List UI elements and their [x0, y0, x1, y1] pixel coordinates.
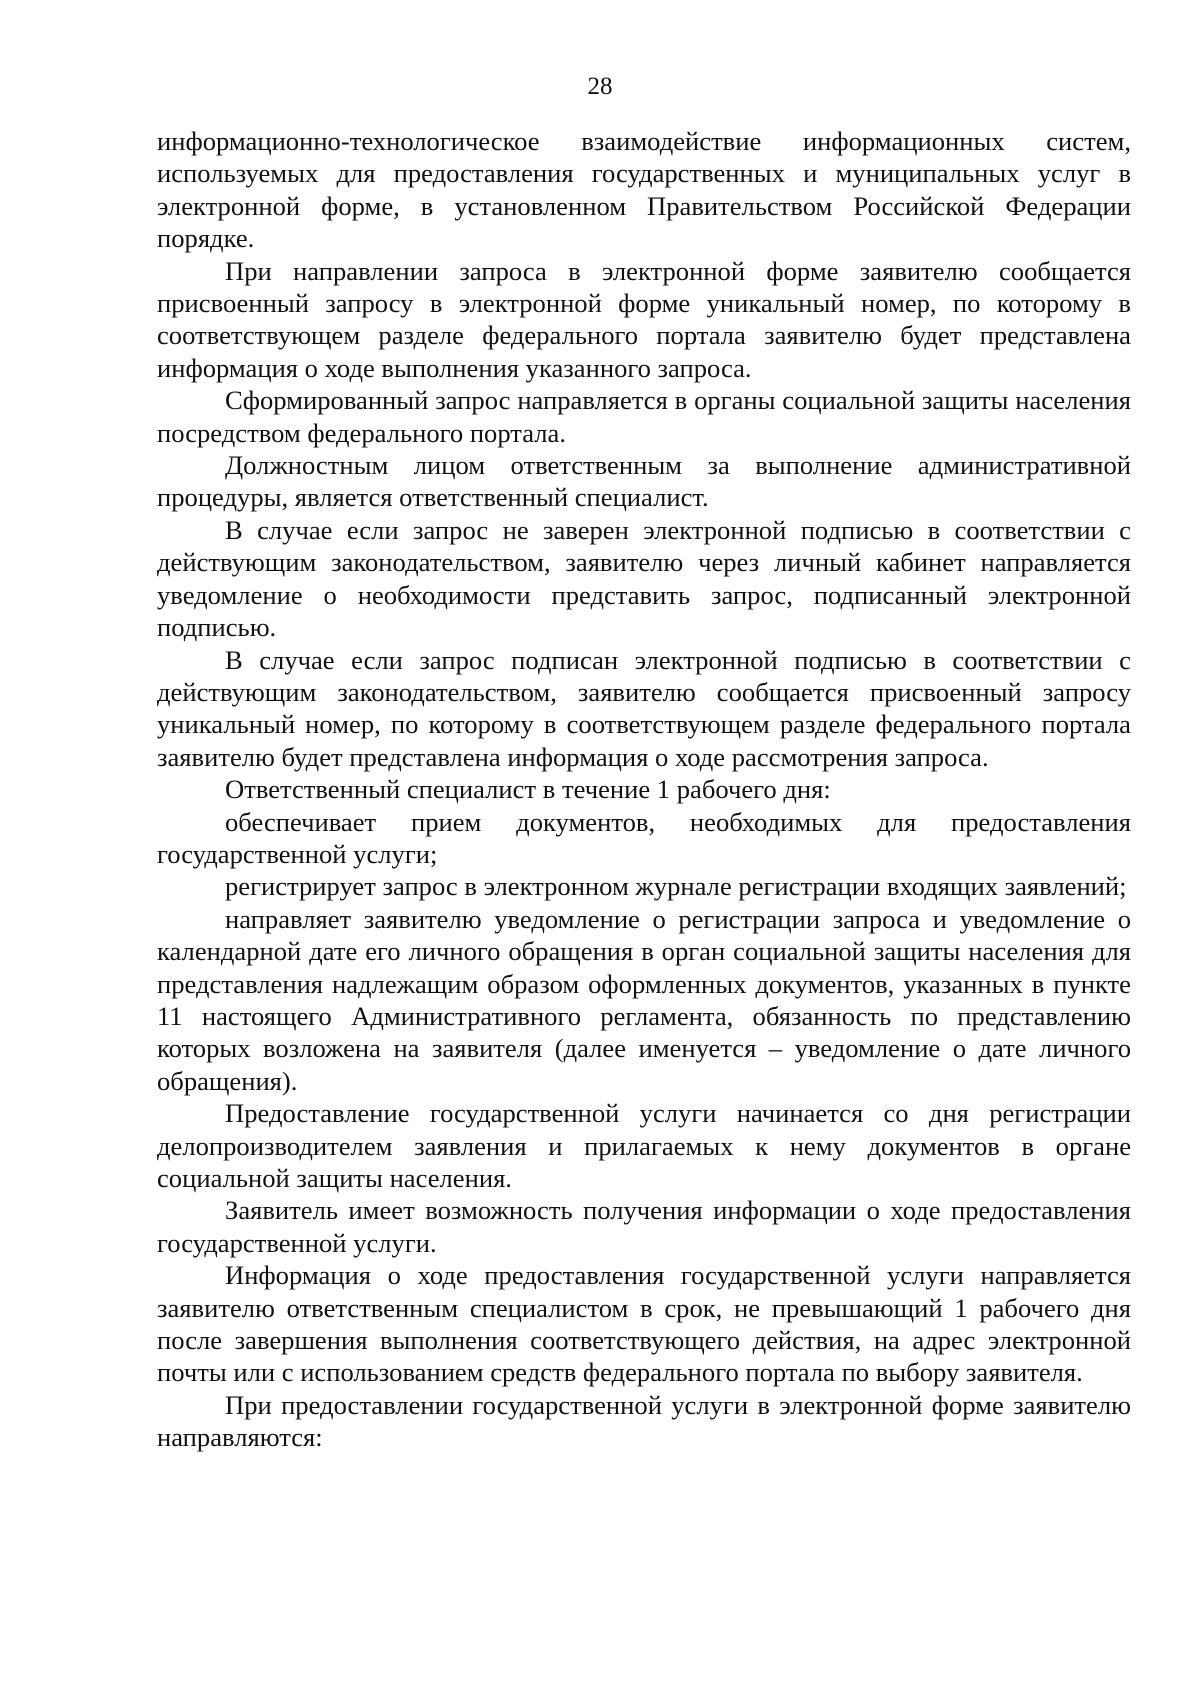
paragraph: В случае если запрос не заверен электронной подписью в соответствии с действующим законодательством, заявителю через личный кабинет направляется уведомление о необходимости представить запрос, подписанный электронной подписью. [157, 514, 1131, 643]
paragraph: В случае если запрос подписан электронной подписью в соответствии с действующим законодательством, заявителю сообщается присвоенный запросу уникальный номер, по которому в соответствующем разделе федерального портала заявителю будет представлена информация о ходе рассмотрения запроса. [157, 644, 1131, 772]
paragraph: Сформированный запрос направляется в органы социальной защиты населения посредством федерального портала. [157, 385, 1131, 448]
paragraph: Ответственный специалист в течение 1 рабочего дня: [225, 774, 831, 805]
paragraph: Заявитель имеет возможность получения информации о ходе предоставления государственной услуги. [157, 1195, 1131, 1258]
paragraph: регистрирует запрос в электронном журнале регистрации входящих заявлений; [225, 871, 1127, 902]
paragraph: При направлении запроса в электронной форме заявителю сообщается присвоенный запросу в электронной форме уникальный номер, по которому в соответствующем разделе федерального портала заявителю будет представлена информация о ходе выполнения указанного запроса. [157, 255, 1131, 383]
paragraph: обеспечивает прием документов, необходимых для предоставления государственной услуги; [157, 806, 1131, 869]
page-number: 28 [587, 73, 613, 100]
paragraph: информационно-технологическое взаимодействие информационных систем, используемых для предоставления государственных и муниципальных услуг в электронной форме, в установленном Правительством Российской Федерации порядке. [157, 126, 1131, 254]
document-body [157, 125, 1131, 1454]
paragraph: Должностным лицом ответственным за выполнение административной процедуры, является ответственный специалист. [157, 450, 1131, 513]
paragraph: При предоставлении государственной услуги в электронной форме заявителю направляются: [157, 1389, 1131, 1453]
paragraph: Предоставление государственной услуги начинается со дня регистрации делопроизводителем заявления и прилагаемых к нему документов в органе социальной защиты населения. [157, 1098, 1131, 1193]
paragraph: направляет заявителю уведомление о регистрации запроса и уведомление о календарной дате его личного обращения в орган социальной защиты населения для представления надлежащим образом оформленных документов, указанных в пункте 11 настоящего Административного регламента, обязанность по представлению которых возложена на заявителя (далее именуется – уведомление о дате личного обращения). [157, 903, 1131, 1096]
paragraph: Информация о ходе предоставления государственной услуги направляется заявителю ответственным специалистом в срок, не превышающий 1 рабочего дня после завершения выполнения соответствующего действия, на адрес электронной почты или с использованием средств федерального портала по выбору заявителя. [157, 1260, 1131, 1388]
